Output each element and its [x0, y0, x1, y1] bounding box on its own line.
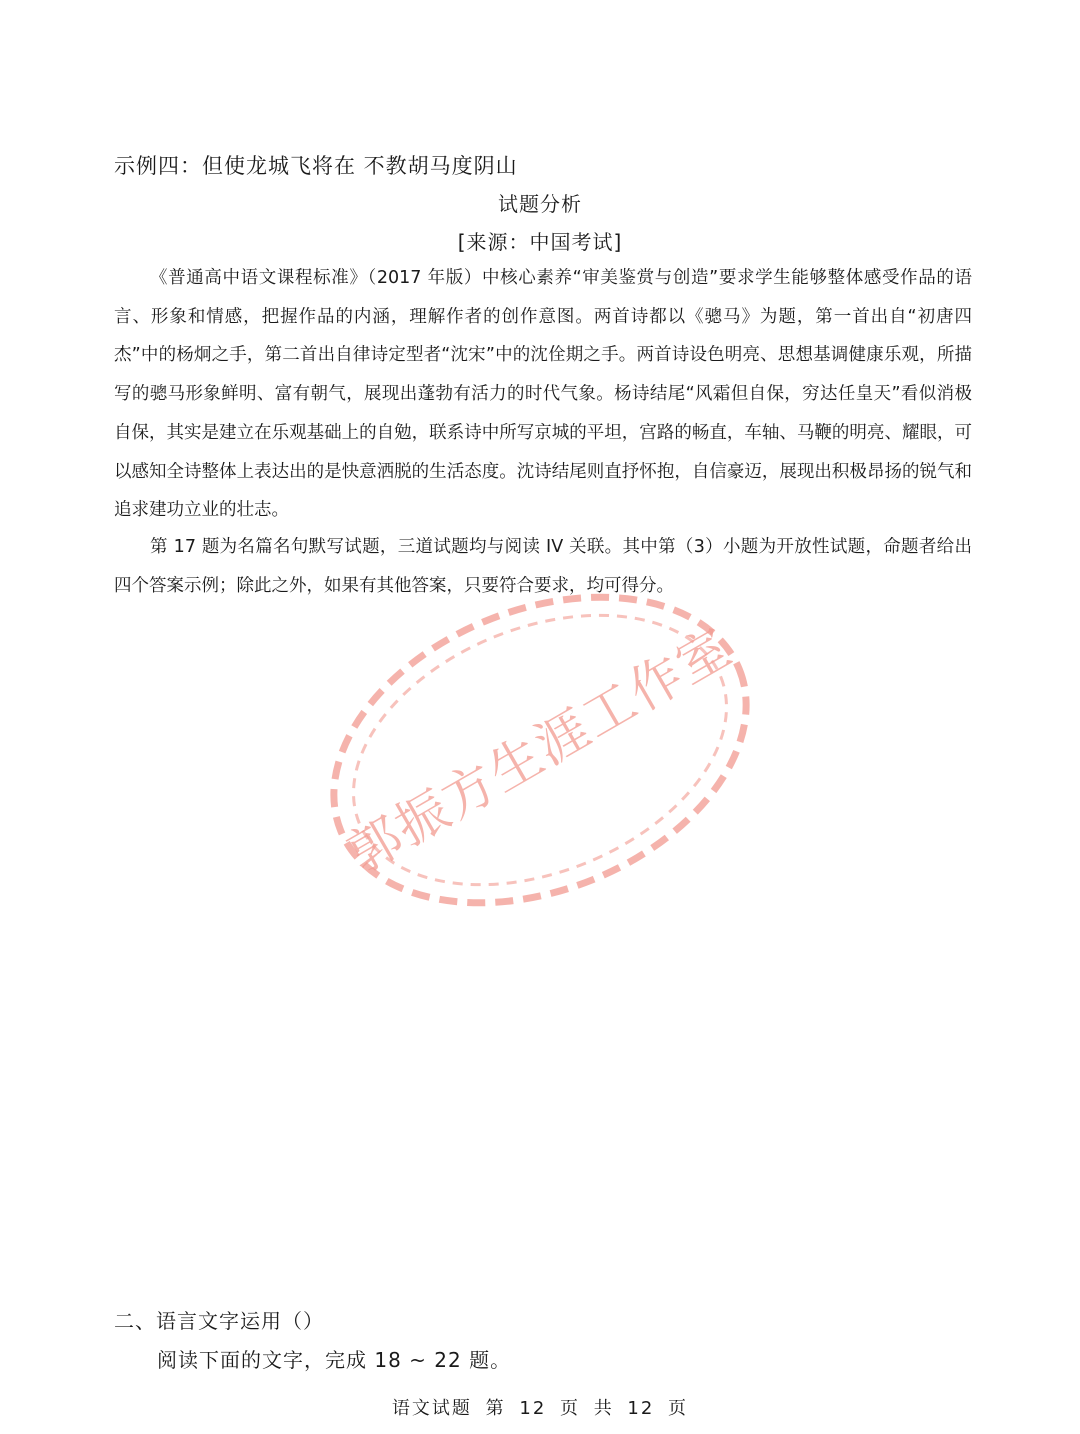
source-label: [来源：中国考试]	[457, 230, 623, 254]
analysis-paragraph-1: 《普通高中语文课程标准》（2017 年版）中核心素养“审美鉴赏与创造”要求学生能够整体感受作品的语言、形象和情感，把握作品的内涵，理解作者的创作意图。两首诗都以《骢马》为题，第一首出自“初唐四杰”中的杨炯之手，第二首出自律诗定型者“沈宋”中的沈佺期之手。两首诗设色明亮、思想基调健康乐观，所描写的骢马形象鲜明、富有朝气，展现出蓬勃有活力的时代气象。杨诗结尾“风霜但自保，穷达任皇天”看似消极自保，其实是建立在乐观基础上的自勉，联系诗中所写京城的平坦，宫路的畅直，车轴、马鞭的明亮、耀眼，可以感知全诗整体上表达出的是快意洒脱的生活态度。沈诗结尾则直抒怀抱，自信豪迈，展现出积极昂扬的锐气和追求建功立业的壮志。	[114, 268, 972, 521]
example-answer-line: 示例四：但使龙城飞将在 不教胡马度阴山	[114, 154, 518, 178]
analysis-paragraph-2: 第 17 题为名篇名句默写试题，三道试题均与阅读 IV 关联。其中第（3）小题为开放性试题，命题者给出四个答案示例；除此之外，如果有其他答案，只要符合要求，均可得分。	[114, 537, 972, 596]
stamp-outer-ring	[300, 590, 780, 910]
section-title: 二、语言文字运用（）	[114, 1309, 324, 1333]
section-instruction: 阅读下面的文字，完成 18 ~ 22 题。	[157, 1348, 512, 1372]
stamp-text: 郭振方生涯工作室	[338, 616, 743, 885]
stamp-inner-ring	[313, 590, 766, 910]
watermark-stamp	[300, 590, 780, 910]
page-footer: 语文试题 第 12 页 共 12 页	[391, 1398, 689, 1419]
analysis-heading: 试题分析	[498, 192, 582, 216]
